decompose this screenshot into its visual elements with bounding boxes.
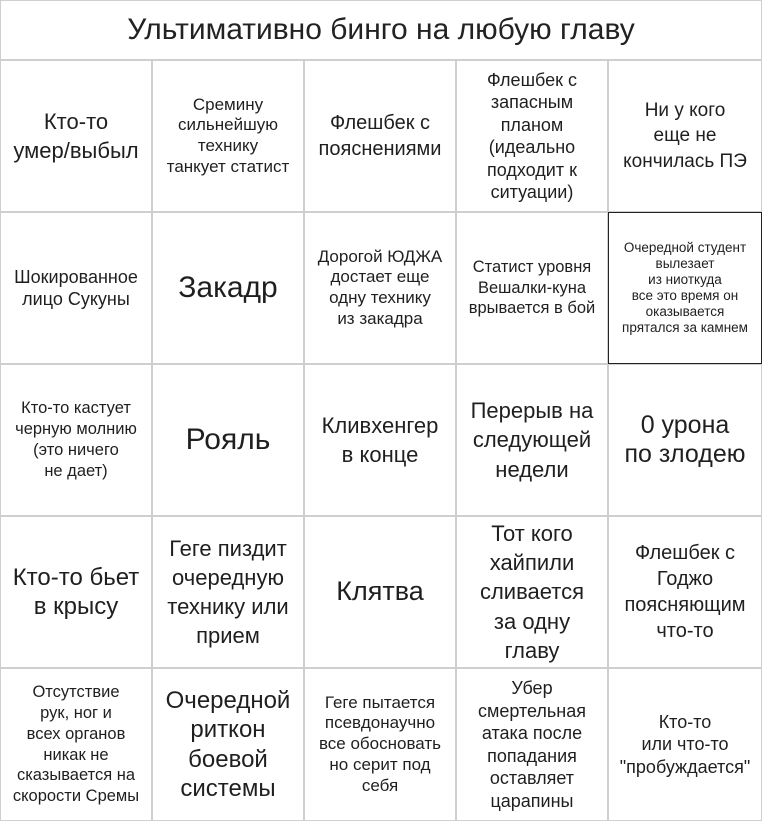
cell-text: Кто-то умер/выбыл bbox=[13, 108, 139, 163]
bingo-cell bbox=[304, 60, 456, 212]
bingo-cell bbox=[0, 60, 152, 212]
bingo-cell bbox=[608, 364, 762, 516]
cell-text: 0 урона по злодею bbox=[624, 410, 746, 468]
cell-text: Очередной студент вылезает из ниоткуда все это время он оказывается прятался за камнем bbox=[622, 240, 748, 335]
bingo-cell bbox=[304, 212, 456, 364]
bingo-cell bbox=[456, 516, 608, 668]
bingo-cell bbox=[456, 60, 608, 212]
bingo-cell bbox=[456, 364, 608, 516]
cell-text: Геге пытается псевдонаучно все обосновать но серит под себя bbox=[318, 692, 442, 795]
cell-text: Флешбек с Годжо поясняющим что-то bbox=[624, 542, 746, 642]
bingo-cell bbox=[304, 364, 456, 516]
cell-text: Сремину сильнейшую технику танкует статист bbox=[166, 94, 290, 176]
bingo-cell bbox=[456, 212, 608, 364]
cell-text: Перерыв на следующей недели bbox=[470, 398, 594, 482]
cell-text: Кто-то кастует черную молнию (это ничего не дает) bbox=[15, 399, 137, 480]
bingo-cell bbox=[608, 668, 762, 821]
cell-text: Тот кого хайпили сливается за одну главу bbox=[479, 521, 585, 663]
cell-text: Очередной риткон боевой системы bbox=[165, 686, 291, 802]
cell-text: Геге пиздит очередную технику или прием bbox=[167, 535, 289, 649]
cell-text: Кто-то или что-то "пробуждается" bbox=[619, 711, 751, 777]
cell-text: Кливхенгер в конце bbox=[321, 412, 439, 467]
bingo-cell bbox=[152, 516, 304, 668]
bingo-cell bbox=[0, 668, 152, 821]
bingo-cell bbox=[152, 364, 304, 516]
cell-text: Отсутствие рук, ног и всех органов никак не сказывается на скорости Сремы bbox=[12, 682, 140, 806]
cell-text: Флешбек с пояснениями bbox=[318, 112, 442, 160]
cell-text: Флешбек с запасным планом (идеально подходит к ситуации) bbox=[486, 69, 578, 202]
bingo-grid bbox=[0, 60, 762, 821]
bingo-cell bbox=[152, 212, 304, 364]
bingo-cell bbox=[0, 516, 152, 668]
bingo-cell bbox=[152, 60, 304, 212]
bingo-cell bbox=[608, 212, 762, 364]
cell-text: Ни у кого еще не кончилась ПЭ bbox=[623, 100, 747, 172]
cell-text: Статист уровня Вешалки-куна врывается в бой bbox=[468, 257, 596, 318]
bingo-cell bbox=[304, 668, 456, 821]
bingo-cell bbox=[456, 668, 608, 821]
bingo-title: Ультимативно бинго на любую главу bbox=[0, 0, 762, 60]
cell-text: Убер смертельная атака после попадания оставляет царапины bbox=[477, 678, 587, 811]
bingo-cell bbox=[608, 60, 762, 212]
cell-text: Кто-то бьет в крысу bbox=[12, 563, 140, 620]
cell-text: Рояль bbox=[185, 422, 271, 456]
cell-text: Дорогой ЮДЖА достает еще одну технику из закадра bbox=[317, 246, 443, 328]
bingo-cell bbox=[152, 668, 304, 821]
cell-text: Закадр bbox=[178, 270, 278, 304]
bingo-cell bbox=[0, 212, 152, 364]
cell-text: Шокированное лицо Сукуны bbox=[14, 266, 138, 309]
bingo-cell bbox=[608, 516, 762, 668]
bingo-cell bbox=[0, 364, 152, 516]
bingo-cell bbox=[304, 516, 456, 668]
cell-text: Клятва bbox=[336, 576, 424, 607]
